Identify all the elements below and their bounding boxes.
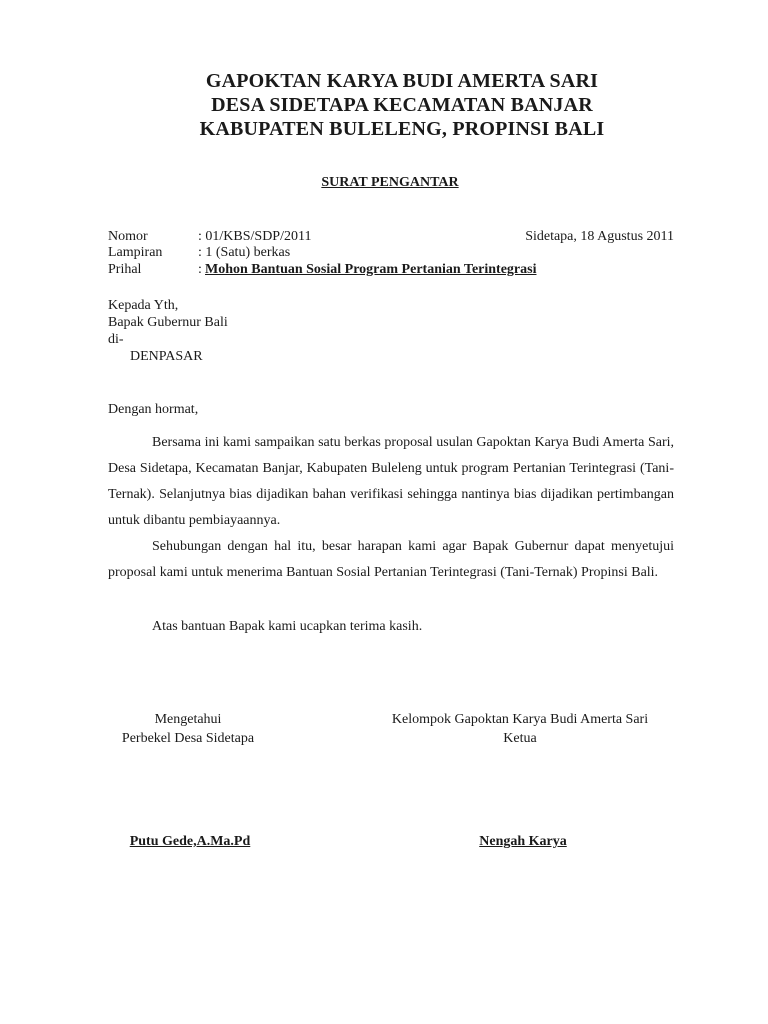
left-signature-line-2: Perbekel Desa Sidetapa bbox=[121, 731, 255, 746]
prihal-colon: : bbox=[198, 262, 202, 277]
header-line-1: GAPOKTAN KARYA BUDI AMERTA SARI bbox=[205, 70, 599, 92]
header-line-3: KABUPATEN BULELENG, PROPINSI BALI bbox=[199, 118, 605, 140]
lampiran-value: : 1 (Satu) berkas bbox=[198, 245, 291, 260]
prihal-value: Mohon Bantuan Sosial Program Pertanian Terintegrasi bbox=[205, 262, 537, 277]
recipient-line-3: di- bbox=[108, 332, 124, 347]
right-signature-line-2: Ketua bbox=[503, 731, 537, 746]
body-paragraph-3: Atas bantuan Bapak kami ucapkan terima kasih. bbox=[152, 619, 423, 634]
lampiran-label: Lampiran bbox=[108, 245, 163, 260]
recipient-line-2: Bapak Gubernur Bali bbox=[108, 315, 228, 330]
recipient-city: DENPASAR bbox=[130, 349, 203, 364]
right-signatory-name: Nengah Karya bbox=[479, 834, 567, 849]
nomor-label: Nomor bbox=[108, 229, 148, 244]
nomor-value: : 01/KBS/SDP/2011 bbox=[198, 229, 312, 244]
left-signature-line-1: Mengetahui bbox=[154, 712, 222, 727]
salutation: Dengan hormat, bbox=[108, 402, 199, 417]
place-date: Sidetapa, 18 Agustus 2011 bbox=[525, 229, 674, 244]
body-paragraph-2: Sehubungan dengan hal itu, besar harapan kami agar Bapak Gubernur dapat menyetujui proposal kami untuk menerima Bantuan Sosial Pertanian Terintegrasi (Tani-Ternak) Propinsi Bali. bbox=[108, 539, 674, 580]
body-paragraph-1: Bersama ini kami sampaikan satu berkas proposal usulan Gapoktan Karya Budi Amerta Sari, Desa Sidetapa, Kecamatan Banjar, Kabupaten Buleleng untuk program Pertanian Terintegrasi (Tani-Ternak). Selanjutnya bias dijadikan bahan verifikasi sehingga nantinya bias dijadikan pertimbangan untuk dibantu pembiayaannya. bbox=[108, 435, 674, 528]
right-signature-line-1: Kelompok Gapoktan Karya Budi Amerta Sari bbox=[391, 712, 649, 727]
prihal-label: Prihal bbox=[108, 262, 142, 277]
recipient-line-1: Kepada Yth, bbox=[108, 298, 179, 313]
header-line-2: DESA SIDETAPA KECAMATAN BANJAR bbox=[211, 94, 593, 116]
document-title: SURAT PENGANTAR bbox=[321, 175, 459, 190]
left-signatory-name: Putu Gede,A.Ma.Pd bbox=[129, 834, 251, 849]
